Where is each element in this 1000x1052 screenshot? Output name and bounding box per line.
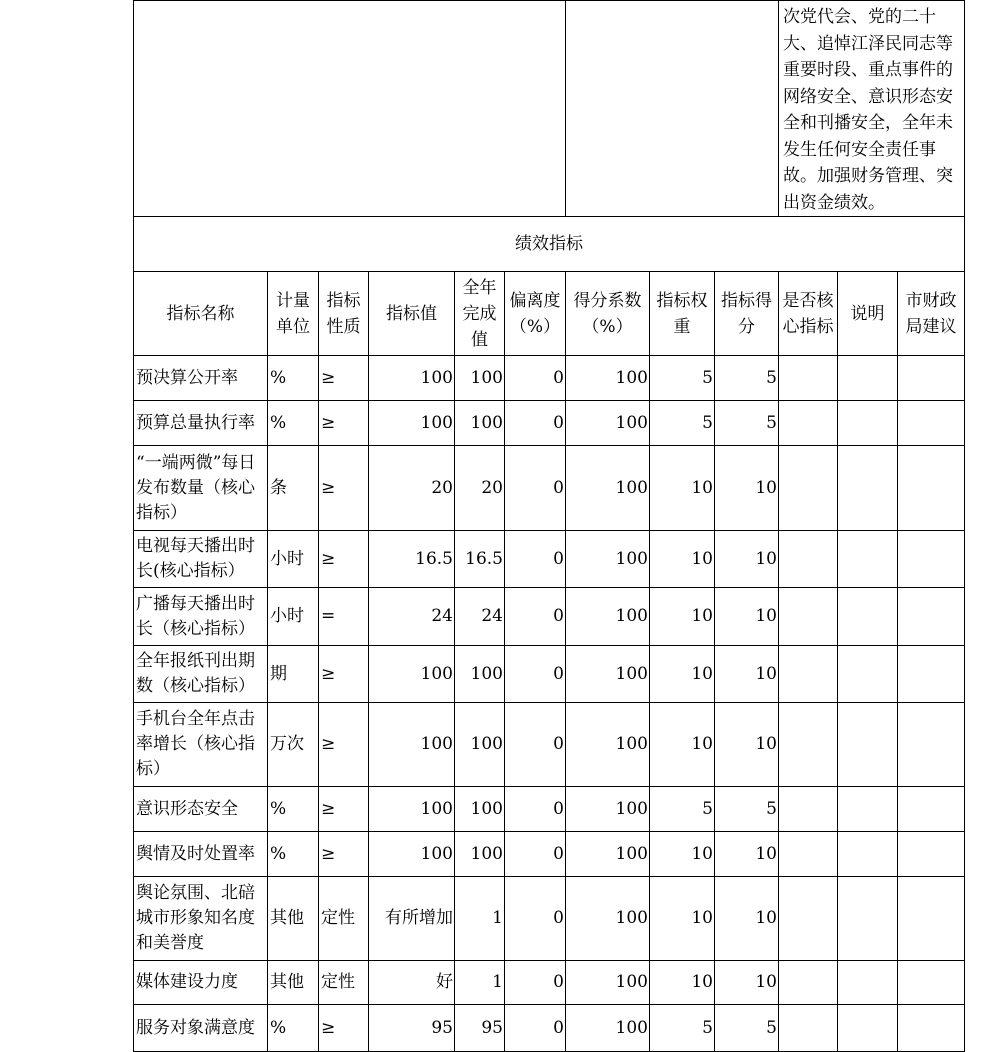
table-row xyxy=(134,787,965,832)
row-coef: 100 xyxy=(566,588,650,646)
row-nature: 定性 xyxy=(319,877,369,961)
table-row xyxy=(134,588,965,646)
row-name: 广播每天播出时长（核心指标） xyxy=(134,588,268,646)
row-nature: ≥ xyxy=(319,531,369,588)
row-weight: 10 xyxy=(650,703,715,787)
row-note xyxy=(838,356,898,401)
row-actual: 100 xyxy=(455,832,505,877)
row-actual: 1 xyxy=(455,877,505,961)
row-nature: = xyxy=(319,588,369,646)
row-unit: % xyxy=(268,401,319,446)
row-weight: 5 xyxy=(650,787,715,832)
row-advice xyxy=(898,703,965,787)
table-row xyxy=(134,832,965,877)
header-target: 指标值 xyxy=(369,272,455,356)
row-name: 意识形态安全 xyxy=(134,787,268,832)
row-note xyxy=(838,401,898,446)
row-name: 预决算公开率 xyxy=(134,356,268,401)
row-target: 100 xyxy=(369,703,455,787)
header-nature: 指标性质 xyxy=(319,272,369,356)
row-advice xyxy=(898,1005,965,1052)
header-weight: 指标权重 xyxy=(650,272,715,356)
header-unit: 计量单位 xyxy=(268,272,319,356)
row-weight: 5 xyxy=(650,1005,715,1052)
row-weight: 10 xyxy=(650,961,715,1005)
row-advice xyxy=(898,356,965,401)
row-core xyxy=(779,877,838,961)
row-nature: ≥ xyxy=(319,446,369,531)
top-row xyxy=(134,1,965,217)
row-core xyxy=(779,787,838,832)
row-note xyxy=(838,832,898,877)
row-advice xyxy=(898,787,965,832)
row-deviation: 0 xyxy=(505,588,566,646)
header-row xyxy=(134,272,965,356)
row-deviation: 0 xyxy=(505,703,566,787)
row-name: 媒体建设力度 xyxy=(134,961,268,1005)
row-deviation: 0 xyxy=(505,356,566,401)
row-name: 舆论氛围、北碚城市形象知名度和美誉度 xyxy=(134,877,268,961)
table-row xyxy=(134,531,965,588)
row-unit: 小时 xyxy=(268,531,319,588)
row-note xyxy=(838,531,898,588)
row-target: 好 xyxy=(369,961,455,1005)
row-deviation: 0 xyxy=(505,531,566,588)
header-actual: 全年完成值 xyxy=(455,272,505,356)
performance-table xyxy=(133,0,965,1052)
row-advice xyxy=(898,832,965,877)
section-title: 绩效指标 xyxy=(134,217,965,272)
row-score: 5 xyxy=(715,356,779,401)
row-target: 100 xyxy=(369,356,455,401)
row-nature: 定性 xyxy=(319,961,369,1005)
row-target: 95 xyxy=(369,1005,455,1052)
row-target: 16.5 xyxy=(369,531,455,588)
row-actual: 100 xyxy=(455,401,505,446)
row-weight: 10 xyxy=(650,588,715,646)
row-weight: 10 xyxy=(650,877,715,961)
row-deviation: 0 xyxy=(505,1005,566,1052)
header-advice: 市财政局建议 xyxy=(898,272,965,356)
row-note xyxy=(838,703,898,787)
row-note xyxy=(838,588,898,646)
row-score: 10 xyxy=(715,832,779,877)
header-core: 是否核心指标 xyxy=(779,272,838,356)
row-target: 100 xyxy=(369,787,455,832)
row-note xyxy=(838,1005,898,1052)
row-score: 10 xyxy=(715,588,779,646)
row-coef: 100 xyxy=(566,703,650,787)
row-coef: 100 xyxy=(566,832,650,877)
row-unit: 万次 xyxy=(268,703,319,787)
row-coef: 100 xyxy=(566,446,650,531)
row-weight: 5 xyxy=(650,401,715,446)
row-score: 10 xyxy=(715,446,779,531)
row-core xyxy=(779,401,838,446)
row-actual: 100 xyxy=(455,356,505,401)
row-advice xyxy=(898,446,965,531)
row-unit: % xyxy=(268,832,319,877)
row-advice xyxy=(898,588,965,646)
row-coef: 100 xyxy=(566,1005,650,1052)
row-name: 全年报纸刊出期数（核心指标） xyxy=(134,646,268,703)
table-row xyxy=(134,646,965,703)
row-coef: 100 xyxy=(566,646,650,703)
row-weight: 5 xyxy=(650,356,715,401)
row-core xyxy=(779,1005,838,1052)
row-core xyxy=(779,832,838,877)
row-advice xyxy=(898,646,965,703)
row-deviation: 0 xyxy=(505,446,566,531)
row-actual: 20 xyxy=(455,446,505,531)
table-row xyxy=(134,356,965,401)
row-actual: 100 xyxy=(455,646,505,703)
table-row xyxy=(134,1005,965,1052)
table-row xyxy=(134,877,965,961)
row-advice xyxy=(898,961,965,1005)
row-coef: 100 xyxy=(566,531,650,588)
row-actual: 100 xyxy=(455,787,505,832)
row-actual: 1 xyxy=(455,961,505,1005)
row-deviation: 0 xyxy=(505,401,566,446)
row-unit: % xyxy=(268,787,319,832)
row-core xyxy=(779,703,838,787)
row-nature: ≥ xyxy=(319,356,369,401)
row-nature: ≥ xyxy=(319,787,369,832)
row-note xyxy=(838,446,898,531)
row-score: 5 xyxy=(715,1005,779,1052)
row-unit: % xyxy=(268,1005,319,1052)
row-name: 电视每天播出时长(核心指标） xyxy=(134,531,268,588)
row-note xyxy=(838,877,898,961)
row-target: 有所增加 xyxy=(369,877,455,961)
top-empty-cell-2 xyxy=(566,1,779,217)
row-advice xyxy=(898,531,965,588)
row-target: 20 xyxy=(369,446,455,531)
row-nature: ≥ xyxy=(319,832,369,877)
row-score: 10 xyxy=(715,703,779,787)
row-advice xyxy=(898,877,965,961)
row-coef: 100 xyxy=(566,401,650,446)
row-actual: 16.5 xyxy=(455,531,505,588)
row-nature: ≥ xyxy=(319,703,369,787)
row-score: 10 xyxy=(715,646,779,703)
row-unit: 条 xyxy=(268,446,319,531)
row-actual: 100 xyxy=(455,703,505,787)
section-title-row xyxy=(134,217,965,272)
row-target: 24 xyxy=(369,588,455,646)
row-deviation: 0 xyxy=(505,877,566,961)
row-unit: 期 xyxy=(268,646,319,703)
row-deviation: 0 xyxy=(505,787,566,832)
table-row xyxy=(134,446,965,531)
row-note xyxy=(838,646,898,703)
row-unit: 小时 xyxy=(268,588,319,646)
row-actual: 24 xyxy=(455,588,505,646)
row-weight: 10 xyxy=(650,531,715,588)
row-nature: ≥ xyxy=(319,401,369,446)
row-name: 服务对象满意度 xyxy=(134,1005,268,1052)
row-target: 100 xyxy=(369,832,455,877)
row-unit: % xyxy=(268,356,319,401)
row-name: “一端两微”每日发布数量（核心指标） xyxy=(134,446,268,531)
row-nature: ≥ xyxy=(319,1005,369,1052)
row-unit: 其他 xyxy=(268,961,319,1005)
row-core xyxy=(779,646,838,703)
row-nature: ≥ xyxy=(319,646,369,703)
row-note xyxy=(838,787,898,832)
row-name: 预算总量执行率 xyxy=(134,401,268,446)
row-weight: 10 xyxy=(650,446,715,531)
summary-text: 次党代会、党的二十大、追悼江泽民同志等重要时段、重点事件的网络安全、意识形态安全和刊播安全，全年未发生任何安全责任事故。加强财务管理、突出资金绩效。 xyxy=(779,1,965,217)
header-coef: 得分系数（%） xyxy=(566,272,650,356)
top-empty-cell-1 xyxy=(134,1,566,217)
row-name: 手机台全年点击率增长（核心指标） xyxy=(134,703,268,787)
header-name: 指标名称 xyxy=(134,272,268,356)
row-unit: 其他 xyxy=(268,877,319,961)
row-name: 舆情及时处置率 xyxy=(134,832,268,877)
row-deviation: 0 xyxy=(505,646,566,703)
row-weight: 10 xyxy=(650,832,715,877)
row-coef: 100 xyxy=(566,961,650,1005)
row-coef: 100 xyxy=(566,356,650,401)
row-note xyxy=(838,961,898,1005)
row-advice xyxy=(898,401,965,446)
row-core xyxy=(779,356,838,401)
header-note: 说明 xyxy=(838,272,898,356)
row-score: 10 xyxy=(715,961,779,1005)
table-row xyxy=(134,703,965,787)
row-core xyxy=(779,531,838,588)
row-coef: 100 xyxy=(566,787,650,832)
row-score: 5 xyxy=(715,787,779,832)
row-score: 10 xyxy=(715,531,779,588)
row-core xyxy=(779,588,838,646)
row-weight: 10 xyxy=(650,646,715,703)
row-deviation: 0 xyxy=(505,961,566,1005)
row-deviation: 0 xyxy=(505,832,566,877)
row-core xyxy=(779,446,838,531)
row-score: 10 xyxy=(715,877,779,961)
table-row xyxy=(134,401,965,446)
row-target: 100 xyxy=(369,401,455,446)
header-deviation: 偏离度（%） xyxy=(505,272,566,356)
row-score: 5 xyxy=(715,401,779,446)
row-target: 100 xyxy=(369,646,455,703)
header-score: 指标得分 xyxy=(715,272,779,356)
row-coef: 100 xyxy=(566,877,650,961)
row-actual: 95 xyxy=(455,1005,505,1052)
row-core xyxy=(779,961,838,1005)
table-row xyxy=(134,961,965,1005)
